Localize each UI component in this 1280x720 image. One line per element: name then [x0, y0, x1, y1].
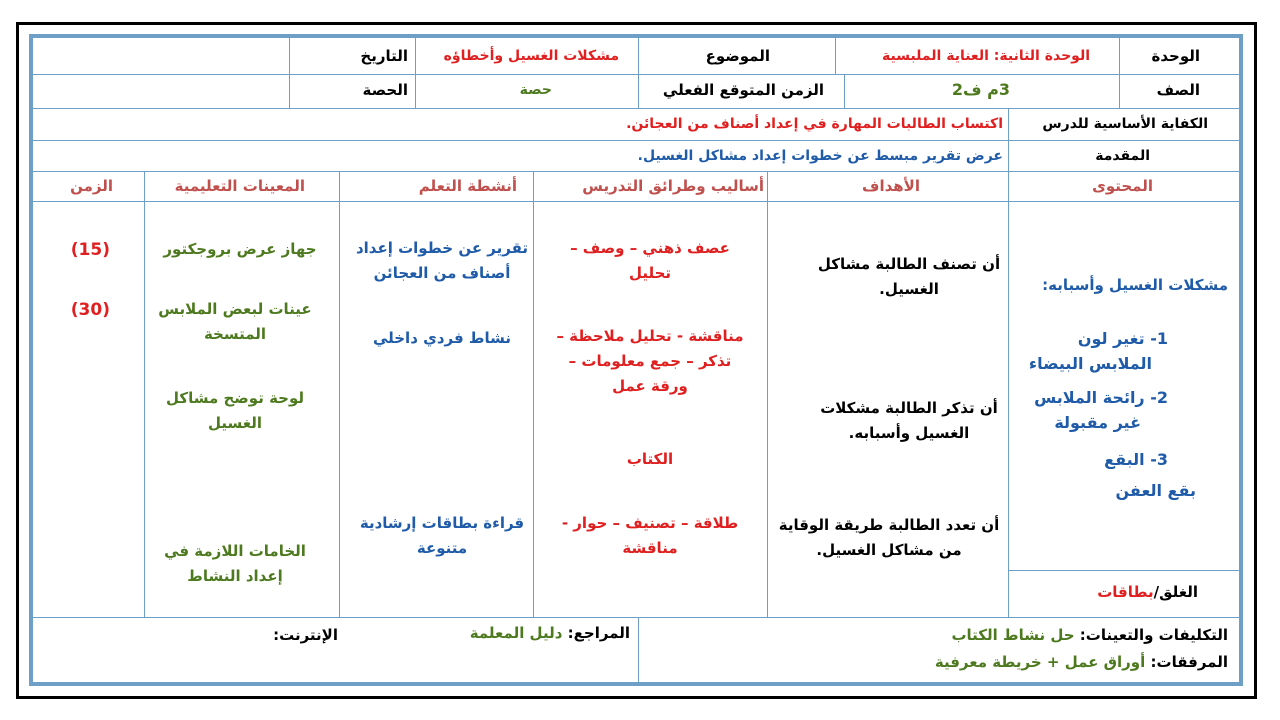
col-methods-header: أساليب وطرائق التدريس: [582, 177, 764, 195]
aid-1: جهاز عرض بروجكتور: [163, 240, 317, 258]
col-objectives-header: الأهداف: [862, 177, 920, 195]
time-value: حصة: [519, 82, 552, 98]
competency-value: اكتساب الطالبات المهارة في إعداد أصناف من العجائن.: [626, 116, 1003, 132]
content-item-1-cont: الملابس البيضاء: [1028, 354, 1152, 373]
objective-2: أن تذكر الطالبة مشكلات الغسيل وأسبابه.: [820, 399, 998, 442]
internet-label: الإنترنت:: [273, 626, 338, 644]
content-item-2: 2- رائحة الملابس: [1034, 388, 1168, 407]
intro-value: عرض تقرير مبسط عن خطوات إعداد مشاكل الغسيل.: [637, 148, 1003, 164]
intro-label: المقدمة: [1095, 148, 1150, 164]
col-aids-header: المعينات التعليمية: [174, 177, 305, 195]
closing-row: الغلق/بطاقات: [1097, 583, 1198, 601]
method-2: مناقشة - تحليل ملاحظة – تذكر – جمع معلومات – ورقة عمل: [556, 327, 744, 395]
assignments-row: التكليفات والتعينات: حل نشاط الكتاب: [951, 626, 1228, 644]
unit-value: الوحدة الثانية: العناية الملبسية: [882, 48, 1090, 64]
content-heading: مشكلات الغسيل وأسبابه:: [1042, 276, 1228, 294]
date-label: التاريخ: [360, 47, 408, 65]
content-item-1: 1- تغير لون: [1077, 329, 1168, 348]
col-content-header: المحتوى: [1092, 177, 1153, 195]
method-1: عصف ذهني – وصف – تحليل: [570, 239, 730, 282]
activity-3: قراءة بطاقات إرشادية متنوعة: [359, 514, 525, 557]
col-activities-header: أنشطة التعلم: [418, 177, 517, 195]
activity-1: تقرير عن خطوات إعداد أصناف من العجائن: [355, 239, 529, 282]
aid-2: عينات لبعض الملابس المتسخة: [158, 300, 312, 343]
method-3: الكتاب: [626, 450, 674, 468]
time-value-2: (30): [70, 300, 110, 320]
content-item-3: 3- البقع: [1104, 450, 1168, 469]
aid-3: لوحة توضح مشاكل الغسيل: [165, 389, 305, 432]
content-item-2-cont: غير مقبولة: [1054, 413, 1141, 432]
class-label: الصف: [1156, 81, 1200, 99]
topic-value: مشكلات الغسيل وأخطاؤه: [443, 48, 619, 64]
period-label: الحصة: [362, 81, 408, 99]
activity-2: نشاط فردي داخلي: [372, 329, 512, 347]
time-label: الزمن المتوقع الفعلي: [662, 81, 824, 99]
attachments-row: المرفقات: أوراق عمل + خريطة معرفية: [934, 653, 1228, 671]
topic-label: الموضوع: [705, 47, 770, 65]
objective-3: أن تعدد الطالبة طريقة الوقاية من مشاكل الغسيل.: [778, 516, 1000, 559]
content-item-3-cont: بقع العفن: [1115, 481, 1196, 500]
references-row: المراجع: دليل المعلمة: [469, 624, 630, 642]
aid-4: الخامات اللازمة في إعداد النشاط: [164, 542, 306, 585]
col-time-header: الزمن: [70, 177, 113, 195]
class-value: 3م ف2: [951, 80, 1010, 99]
competency-label: الكفاية الأساسية للدرس: [1042, 116, 1208, 132]
time-value-1: (15): [70, 240, 110, 260]
unit-label: الوحدة: [1151, 47, 1200, 65]
method-4: طلاقة – تصنيف – حوار - مناقشة: [561, 514, 739, 557]
objective-1: أن تصنف الطالبة مشاكل الغسيل.: [817, 255, 1001, 298]
